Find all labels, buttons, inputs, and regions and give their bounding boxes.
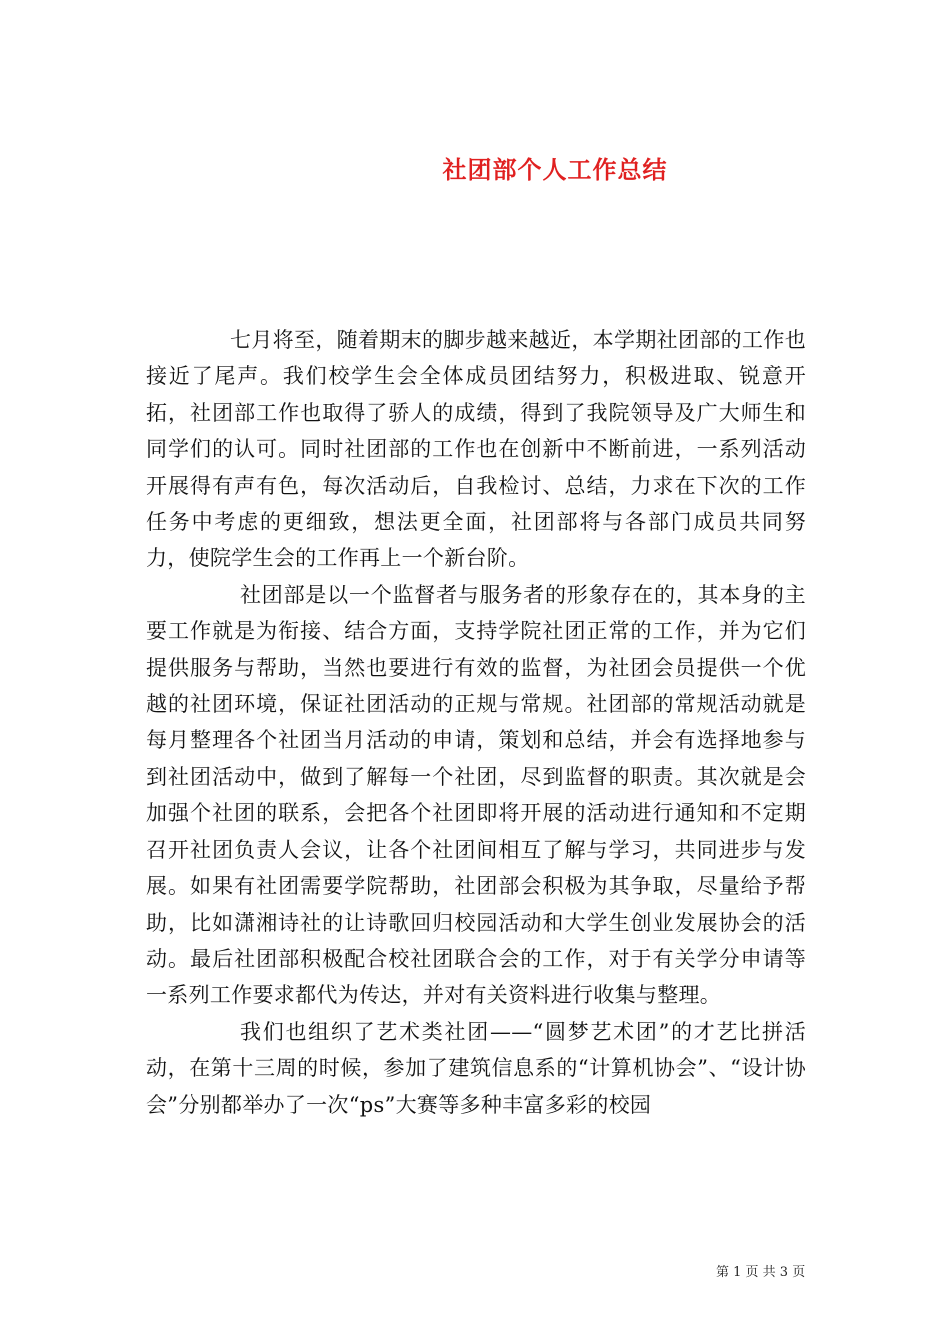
paragraph-2: 社团部是以一个监督者与服务者的形象存在的，其本身的主要工作就是为衔接、结合方面，支持学院社团正常的工作，并为它们提供服务与帮助，当然也要进行有效的监督，为社团会员提供一个优越的社团环境，保证社团活动的正规与常规。社团部的常规活动就是每月整理各个社团当月活动的申请，策划和总结，并会有选择地参与到社团活动中，做到了解每一个社团，尽到监督的职责。其次就是会加强个社团的联系，会把各个社团即将开展的活动进行通知和不定期召开社团负责人会议，让各个社团间相互了解与学习，共同进步与发展。如果有社团需要学院帮助，社团部会积极为其争取，尽量给予帮助，比如潇湘诗社的让诗歌回归校园活动和大学生创业发展协会的活动。最后社团部积极配合校社团联合会的工作，对于有关学分申请等一系列工作要求都代为传达，并对有关资料进行收集与整理。 bbox=[146, 582, 806, 1008]
page-number-footer: 第 1 页 共 3 页 bbox=[716, 1265, 806, 1280]
document-body bbox=[146, 322, 806, 1123]
paragraph-3: 我们也组织了艺术类社团——“圆梦艺术团”的才艺比拼活动，在第十三周的时候，参加了建筑信息系的“计算机协会”、“设计协会”分别都举办了一次“ps”大赛等多种丰富多彩的校园 bbox=[146, 1019, 806, 1117]
page-title: 社团部个人工作总结 bbox=[442, 155, 668, 185]
paragraph-1: 七月将至，随着期末的脚步越来越近，本学期社团部的工作也接近了尾声。我们校学生会全体成员团结努力，积极进取、锐意开拓，社团部工作也取得了骄人的成绩，得到了我院领导及广大师生和同学们的认可。同时社团部的工作也在创新中不断前进，一系列活动开展得有声有色，每次活动后，自我检讨、总结，力求在下次的工作任务中考虑的更细致，想法更全面，社团部将与各部门成员共同努力，使院学生会的工作再上一个新台阶。 bbox=[146, 328, 806, 571]
